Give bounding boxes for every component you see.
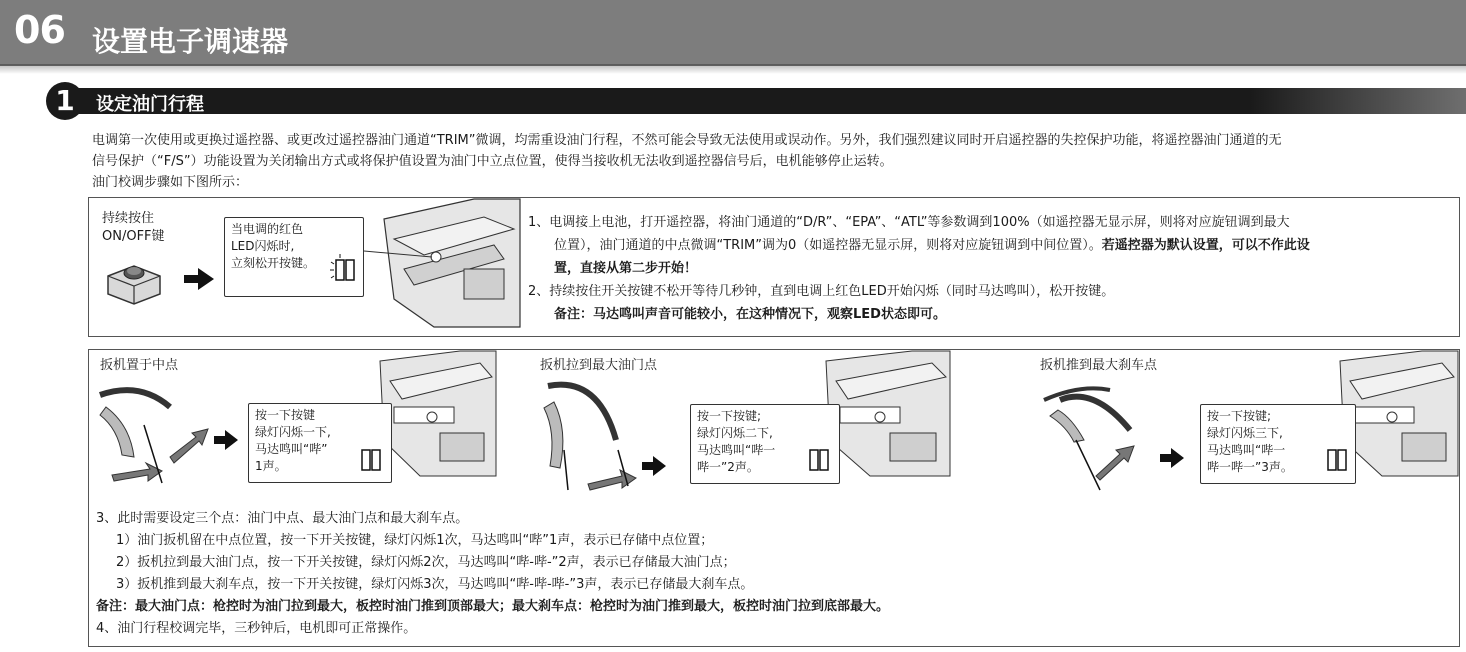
callout-line: 立刻松开按键。 (231, 256, 316, 270)
red-led-blink-icon (324, 252, 360, 286)
intro-line: 电调第一次使用或更换过遥控器、或更改过遥控器油门通道“TRIM”微调，均需重设油门行程，不然可能会导致无法使用或误动作。另外，我们强烈建议同时开启遥控器的失控保护功能，将遥控器油门通道的无 (92, 133, 1282, 148)
intro-text (92, 130, 1462, 193)
callout-line: 马达鸣叫“哔” (255, 442, 328, 456)
arrow-right-icon (214, 430, 238, 450)
calibration-steps (96, 508, 1456, 640)
press-label (102, 210, 165, 246)
callout-line: 绿灯闪烁一下, (255, 425, 331, 439)
step-1-line: 1、电调接上电池，打开遥控器，将油门通道的“D/R”、“EPA”、“ATL”等参数调到100%（如遥控器无显示屏，则将对应旋钮调到最大 (528, 215, 1290, 230)
step-1-text: 位置），油门通道的中点微调“TRIM”调为0（如遥控器无显示屏，则将对应旋钮调到中间位置）。 (554, 238, 1102, 253)
callout-line: 绿灯闪烁三下, (1207, 426, 1283, 440)
callout-line: 马达鸣叫“哔一 (697, 443, 776, 457)
step-1-bold: 若遥控器为默认设置，可以不作此设 (1101, 238, 1310, 253)
panel-title: 扳机拉到最大油门点 (540, 358, 658, 373)
step-2-note: 备注：马达鸣叫声音可能较小，在这种情况下，观察LED状态即可。 (554, 307, 946, 322)
arrow-right-icon (184, 268, 214, 290)
green-led-blink-icon (804, 446, 834, 476)
section-title: 设置电子调速器 (92, 25, 289, 58)
callout-line: 绿灯闪烁二下, (697, 426, 773, 440)
intro-line: 油门校调步骤如下图所示： (92, 175, 249, 190)
trigger-neutral-illustration (100, 385, 210, 485)
step-2-line: 2、持续按住开关按键不松开等待几秒钟，直到电调上红色LED开始闪烁（同时马达鸣叫），松开按键。 (528, 284, 1115, 299)
step-3-line: 3、此时需要设定三个点：油门中点、最大油门点和最大刹车点。 (96, 511, 469, 526)
trigger-pull-illustration (538, 380, 648, 490)
step-bar-fade (1250, 88, 1466, 114)
setup-steps (528, 211, 1456, 326)
step-3-sub: 1）油门扳机留在中点位置，按一下开关按键，绿灯闪烁1次，马达鸣叫“哔”1声，表示已存储中点位置； (116, 533, 714, 548)
press-label-line: 持续按住 (102, 211, 155, 226)
callout-line: 马达鸣叫“哔一 (1207, 443, 1286, 457)
section-number: 06 (14, 8, 65, 52)
step-1-bold-line: 置，直接从第二步开始！ (554, 261, 698, 276)
callout-line: 按一下按键; (1207, 409, 1272, 423)
trigger-push-illustration (1040, 380, 1150, 490)
callout-line: LED闪烁时, (231, 239, 295, 253)
step-title: 设定油门行程 (96, 94, 204, 115)
step-number-badge: 1 (46, 82, 84, 120)
step-3-sub: 3）扳机推到最大刹车点，按一下开关按键，绿灯闪烁3次，马达鸣叫“哔-哔-哔-”3声，表示已存储最大刹车点。 (116, 577, 754, 592)
power-switch-icon (104, 258, 164, 306)
green-led-blink-icon (356, 446, 386, 476)
callout-line: 当电调的红色 (231, 222, 304, 236)
step-4-line: 4、油门行程校调完毕，三秒钟后，电机即可正常操作。 (96, 621, 417, 636)
callout-line: 哔一哔一”3声。 (1207, 460, 1293, 474)
step-3-sub: 2）扳机拉到最大油门点，按一下开关按键，绿灯闪烁2次，马达鸣叫“哔-哔-”2声，表示已存储最大油门点； (116, 555, 736, 570)
header-shadow (0, 64, 1466, 74)
press-label-line: ON/OFF键 (102, 229, 165, 244)
step-1-line (528, 234, 1456, 257)
green-led-blink-icon (1322, 446, 1352, 476)
arrow-right-icon (1160, 448, 1184, 468)
esc-device-illustration (364, 199, 520, 327)
intro-line: 信号保护（“F/S”）功能设置为关闭输出方式或将保护值设置为油门中立点位置，使得当接收机无法收到遥控器信号后，电机能够停止运转。 (92, 154, 893, 169)
callout-line: 按一下按键 (255, 408, 316, 422)
arrow-right-icon (642, 456, 666, 476)
panel-title: 扳机推到最大刹车点 (1040, 358, 1158, 373)
callout-line: 1声。 (255, 459, 287, 473)
callout-line: 按一下按键; (697, 409, 762, 423)
panel-title: 扳机置于中点 (100, 358, 179, 373)
callout-line: 哔一”2声。 (697, 460, 759, 474)
calibration-note: 备注：最大油门点：枪控时为油门拉到最大，板控时油门推到顶部最大；最大刹车点：枪控时为油门推到最大，板控时油门拉到底部最大。 (96, 599, 890, 614)
